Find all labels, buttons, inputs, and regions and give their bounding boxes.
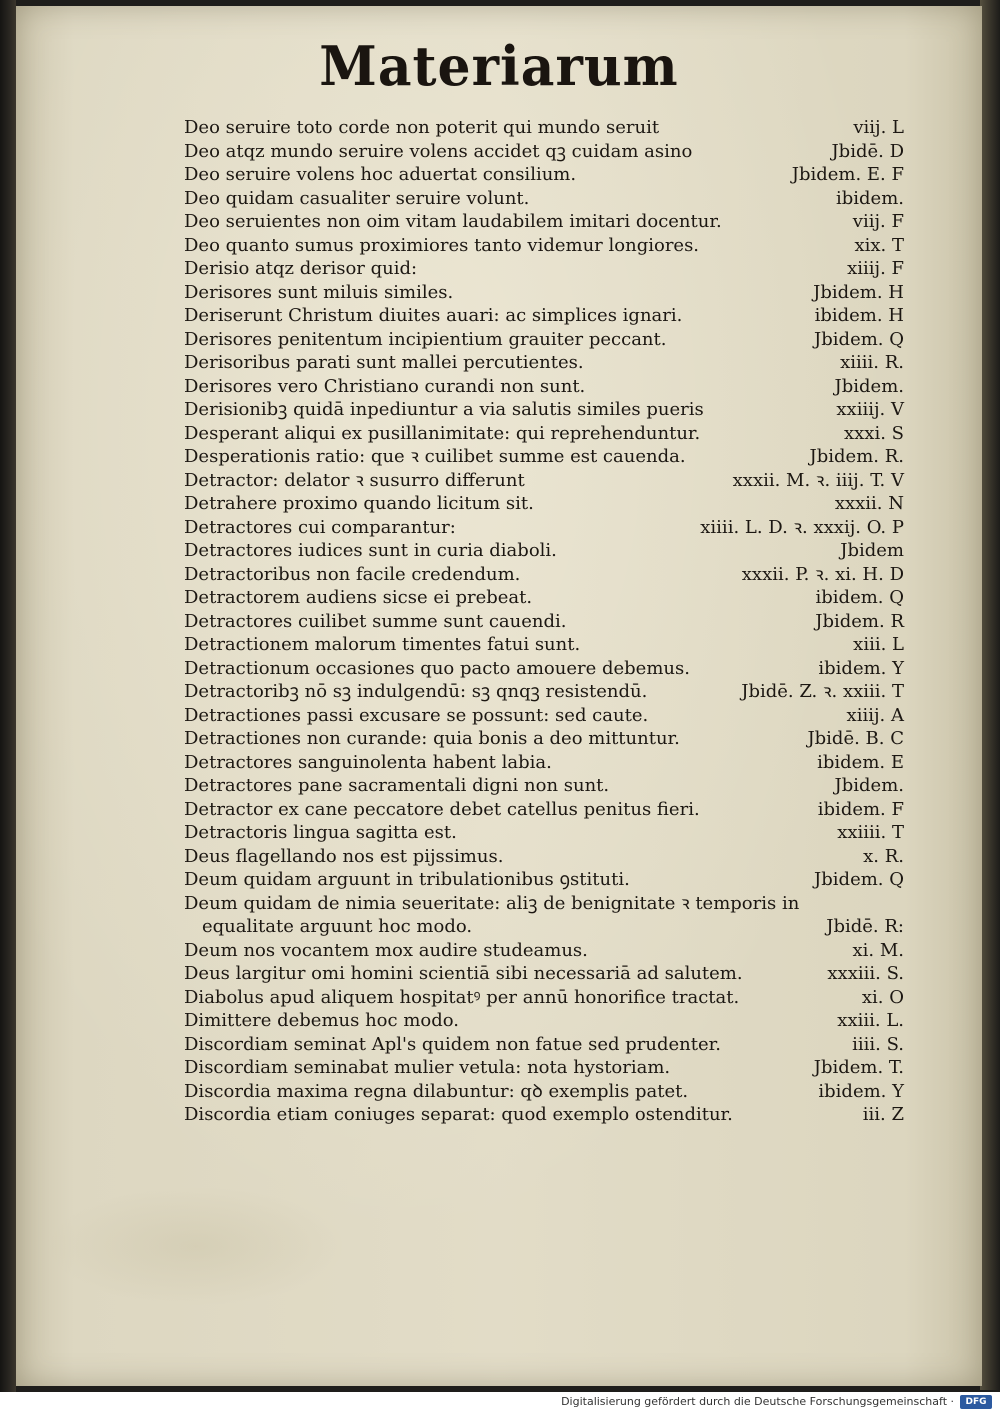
index-entry (184, 1009, 904, 1033)
entry-term: Deus flagellando nos est pijssimus. (184, 845, 504, 867)
index-entry (184, 1103, 904, 1127)
entry-term: equalitate arguunt hoc modo. (202, 916, 473, 937)
entry-reference: xxxii. M. ꝛ. iiij. T. V (732, 469, 904, 491)
index-entry (184, 1033, 904, 1057)
digitization-credit: Digitalisierung gefördert durch die Deutsche Forschungsgemeinschaft · (561, 1395, 954, 1408)
subject-index (184, 116, 904, 1127)
entry-reference: Jbidem. (834, 375, 904, 397)
index-entry (184, 116, 904, 140)
index-entry (184, 657, 904, 681)
page-title: Materiarum (319, 34, 679, 99)
entry-reference: Jbidē. B. C (807, 728, 904, 749)
entry-reference: xiiii. L. D. ꝛ. xxxij. O. P (700, 516, 904, 538)
index-entry (184, 398, 904, 422)
book-spine-left (0, 0, 16, 1413)
index-entry (184, 1080, 904, 1104)
entry-reference: iiii. S. (852, 1033, 904, 1055)
entry-term: Detractor ex cane peccatore debet catellus penitus fieri. (184, 798, 700, 820)
entry-reference: Jbidem. Q (814, 869, 904, 890)
entry-term: Detrahere proximo quando licitum sit. (184, 493, 534, 514)
entry-reference: Jbidem. R (815, 610, 904, 632)
index-entry (184, 939, 904, 963)
index-entry (184, 328, 904, 352)
entry-reference: Jbidem. H (813, 281, 904, 303)
entry-term: Deum quidam arguunt in tribulationibus ꝯstituti. (184, 869, 630, 890)
index-entry (184, 492, 904, 516)
entry-reference: Jbidē. Z. ꝛ. xxiii. T (741, 681, 904, 702)
entry-term: Detractoribus non facile credendum. (184, 563, 521, 585)
index-entry (184, 798, 904, 822)
entry-term: Deo quidam casualiter seruire volunt. (184, 187, 530, 209)
index-entry (184, 633, 904, 657)
entry-reference: viij. L (853, 117, 904, 138)
entry-reference: xiiij. F (847, 258, 904, 279)
entry-reference: ibidem. H (814, 305, 904, 326)
index-entry (184, 351, 904, 375)
index-entry (184, 915, 904, 939)
index-entry (184, 845, 904, 869)
entry-reference: xi. O (861, 986, 904, 1008)
entry-term: Derisores penitentum incipientium grauiter peccant. (184, 328, 667, 350)
entry-term: Deo seruire volens hoc aduertat consilium. (184, 164, 577, 185)
index-entry (184, 304, 904, 328)
entry-reference: Jbidē. D (831, 140, 904, 162)
entry-term: Detractionem malorum timentes fatui sunt. (184, 634, 581, 655)
index-entry (184, 163, 904, 187)
index-entry (184, 610, 904, 634)
entry-reference: ibidem. F (817, 798, 904, 820)
entry-term: Dimittere debemus hoc modo. (184, 1010, 459, 1031)
book-edge-right (980, 0, 1000, 1390)
index-entry (184, 892, 904, 916)
index-entry (184, 1056, 904, 1080)
entry-reference: ibidem. Y (818, 1080, 904, 1102)
entry-term: Discordiam seminat Apl's quidem non fatue sed prudenter. (184, 1033, 721, 1055)
entry-reference: Jbidem. (834, 775, 904, 796)
entry-reference: Jbidem. E. F (791, 164, 904, 185)
index-entry (184, 257, 904, 281)
entry-reference: iii. Z (862, 1104, 904, 1125)
entry-reference: Jbidem. R. (809, 446, 904, 467)
entry-reference: xiii. L (853, 634, 904, 655)
entry-term: Detractor: delator ꝛ susurro differunt (184, 469, 525, 491)
entry-reference: xxiiii. T (837, 822, 904, 843)
entry-term: Deo seruientes non oim vitam laudabilem imitari docentur. (184, 211, 722, 232)
entry-reference: Jbidem (840, 540, 904, 561)
entry-reference: xiiij. A (846, 704, 904, 726)
entry-term: Discordiam seminabat mulier vetula: nota hystoriam. (184, 1057, 671, 1078)
entry-term: Detractores pane sacramentali digni non sunt. (184, 775, 610, 796)
entry-reference: ibidem. (835, 187, 904, 209)
entry-term: Deus largitur omi homini scientiā sibi necessariā ad salutem. (184, 963, 743, 984)
index-entry (184, 140, 904, 164)
entry-term: Discordia etiam coniuges separat: quod exemplo ostenditur. (184, 1104, 733, 1125)
entry-reference: xix. T (854, 234, 904, 256)
index-entry (184, 774, 904, 798)
entry-reference: xxxiii. S. (827, 963, 904, 984)
entry-term: Deo quanto sumus proximiores tanto videmur longiores. (184, 234, 700, 256)
entry-reference: ibidem. Q (815, 587, 904, 608)
entry-term: Derisores sunt miluis similes. (184, 281, 454, 303)
entry-term: Discordia maxima regna dilabuntur: qꝺ exemplis patet. (184, 1080, 689, 1102)
entry-term: Detractoris lingua sagitta est. (184, 822, 457, 843)
index-entry (184, 445, 904, 469)
dfg-logo: DFG (960, 1395, 992, 1409)
entry-reference: Jbidem. Q (814, 328, 904, 350)
index-entry (184, 539, 904, 563)
index-entry (184, 563, 904, 587)
entry-term: Derisionibꝫ quidā inpediuntur a via salutis similes pueris (184, 399, 704, 420)
index-entry (184, 868, 904, 892)
entry-reference: ibidem. E (817, 751, 904, 773)
index-entry (184, 234, 904, 258)
index-entry (184, 375, 904, 399)
entry-term: Desperant aliqui ex pusillanimitate: qui reprehenduntur. (184, 422, 701, 444)
entry-reference: xxxii. P. ꝛ. xi. H. D (741, 563, 904, 585)
index-entry (184, 469, 904, 493)
entry-reference: viij. F (852, 211, 904, 232)
index-entry (184, 187, 904, 211)
entry-term: Derisio atqz derisor quid: (184, 258, 418, 279)
entry-term: Detractores cuilibet summe sunt cauendi. (184, 610, 567, 632)
index-entry (184, 422, 904, 446)
entry-reference: xi. M. (852, 939, 904, 961)
index-entry (184, 727, 904, 751)
entry-reference: Jbidem. T. (813, 1057, 904, 1078)
index-entry (184, 281, 904, 305)
page-stain (46, 1186, 346, 1306)
book-page (16, 6, 982, 1386)
entry-reference: ibidem. Y (818, 657, 904, 679)
entry-term: Deo atqz mundo seruire volens accidet qꝫ cuidam asino (184, 140, 693, 162)
entry-term: Diabolus apud aliquem hospitatꝰ per annū honorifice tractat. (184, 986, 740, 1008)
entry-term: Deo seruire toto corde non poterit qui mundo seruit (184, 117, 660, 138)
entry-reference: Jbidē. R: (826, 916, 904, 937)
entry-reference: xxiiij. V (836, 399, 904, 420)
entry-term: Detractiones non curande: quia bonis a deo mittuntur. (184, 728, 680, 749)
entry-term: Deum quidam de nimia seueritate: aliꝫ de benignitate ꝛ temporis in (184, 892, 800, 914)
entry-term: Detractorem audiens sicse ei prebeat. (184, 587, 533, 608)
entry-reference: xxxii. N (834, 493, 904, 514)
entry-reference: xxxi. S (844, 422, 904, 444)
index-entry (184, 986, 904, 1010)
index-entry (184, 821, 904, 845)
entry-term: Detractionum occasiones quo pacto amouere debemus. (184, 657, 690, 679)
index-entry (184, 962, 904, 986)
index-entry (184, 586, 904, 610)
entry-term: Detractores sanguinolenta habent labia. (184, 751, 552, 773)
footer-bar (0, 1392, 1000, 1413)
entry-reference: xiiii. R. (840, 352, 904, 373)
entry-term: Detractores iudices sunt in curia diaboli. (184, 540, 557, 561)
entry-term: Deriserunt Christum diuites auari: ac simplices ignari. (184, 305, 683, 326)
entry-term: Detractores cui comparantur: (184, 516, 456, 538)
entry-reference: xxiii. L. (837, 1010, 904, 1031)
index-entry (184, 751, 904, 775)
entry-term: Deum nos vocantem mox audire studeamus. (184, 939, 588, 961)
entry-term: Detractoribꝫ nō sꝫ indulgendū: sꝫ qnqꝫ resistendū. (184, 681, 648, 702)
entry-reference: x. R. (863, 845, 904, 867)
entry-term: Desperationis ratio: que ꝛ cuilibet summe est cauenda. (184, 446, 686, 467)
index-entry (184, 210, 904, 234)
entry-term: Derisores vero Christiano curandi non sunt. (184, 375, 586, 397)
entry-term: Detractiones passi excusare se possunt: sed caute. (184, 704, 649, 726)
index-entry (184, 704, 904, 728)
entry-term: Derisoribus parati sunt mallei percutientes. (184, 352, 584, 373)
index-entry (184, 680, 904, 704)
index-entry (184, 516, 904, 540)
